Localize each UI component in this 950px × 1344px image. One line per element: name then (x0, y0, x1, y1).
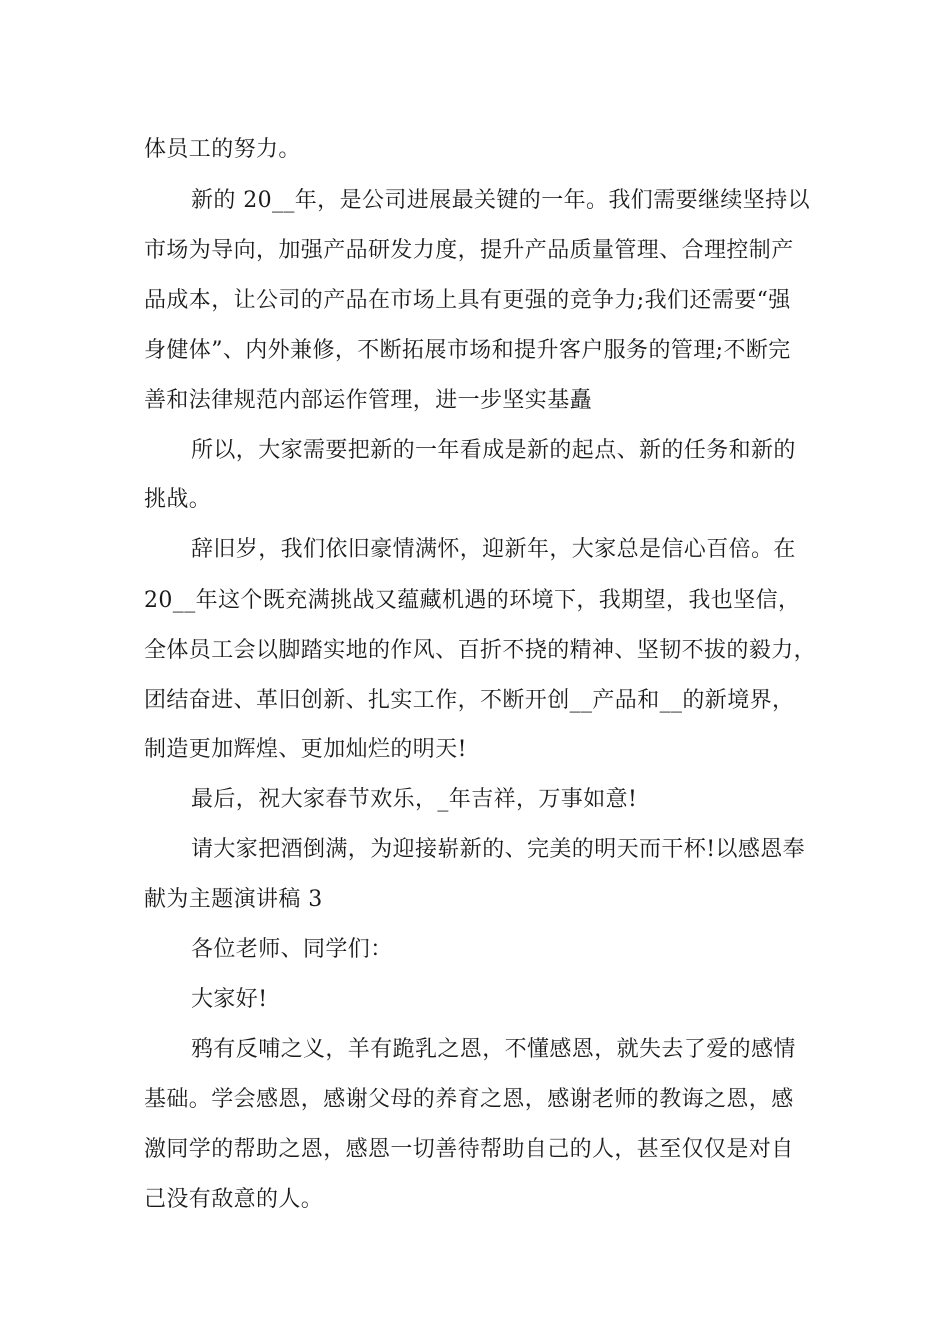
greeting-line: 大家好! (191, 987, 268, 1012)
paragraph-start-line: 新的 20__年，是公司进展最关键的一年。我们需要继续坚持以 (191, 188, 810, 213)
text-line: 激同学的帮助之恩，感恩一切善待帮助自己的人，甚至仅仅是对自 (144, 1137, 794, 1162)
text-line: 市场为导向，加强产品研发力度，提升产品质量管理、合理控制产 (144, 238, 794, 263)
text-line: 己没有敌意的人。 (144, 1187, 324, 1212)
text-line: 制造更加辉煌、更加灿烂的明天! (144, 737, 467, 762)
text-line: 善和法律规范内部运作管理，进一步坚实基矗 (144, 388, 593, 413)
text-line: 全体员工会以脚踏实地的作风、百折不挠的精神、坚韧不拔的毅力， (144, 638, 817, 663)
paragraph-start-line: 辞旧岁，我们依旧豪情满怀，迎新年，大家总是信心百倍。在 (191, 537, 796, 562)
text-line: 身健体”、内外兼修，不断拓展市场和提升客户服务的管理;不断完 (144, 338, 791, 363)
paragraph-start-line: 请大家把酒倒满，为迎接崭新的、完美的明天而干杯!以感恩奉 (191, 837, 806, 862)
text-line: 20__年这个既充满挑战又蕴藏机遇的环境下，我期望，我也坚信， (144, 588, 801, 613)
paragraph-start-line: 鸦有反哺之义，羊有跪乳之恩，不懂感恩，就失去了爱的感情 (191, 1037, 796, 1062)
text-line: 基础。学会感恩，感谢父母的养育之恩，感谢老师的教诲之恩，感 (144, 1087, 794, 1112)
text-line: 体员工的努力。 (144, 137, 301, 162)
text-line: 品成本，让公司的产品在市场上具有更强的竞争力;我们还需要“强 (144, 288, 791, 313)
text-line: 献为主题演讲稿 3 (144, 887, 323, 912)
paragraph-start-line: 最后，祝大家春节欢乐，_年吉祥，万事如意! (191, 787, 638, 812)
text-line: 挑战。 (144, 487, 212, 512)
text-line: 团结奋进、革旧创新、扎实工作，不断开创__产品和__的新境界， (144, 688, 795, 713)
salutation-line: 各位老师、同学们： (191, 937, 393, 962)
paragraph-start-line: 所以，大家需要把新的一年看成是新的起点、新的任务和新的 (191, 438, 796, 463)
